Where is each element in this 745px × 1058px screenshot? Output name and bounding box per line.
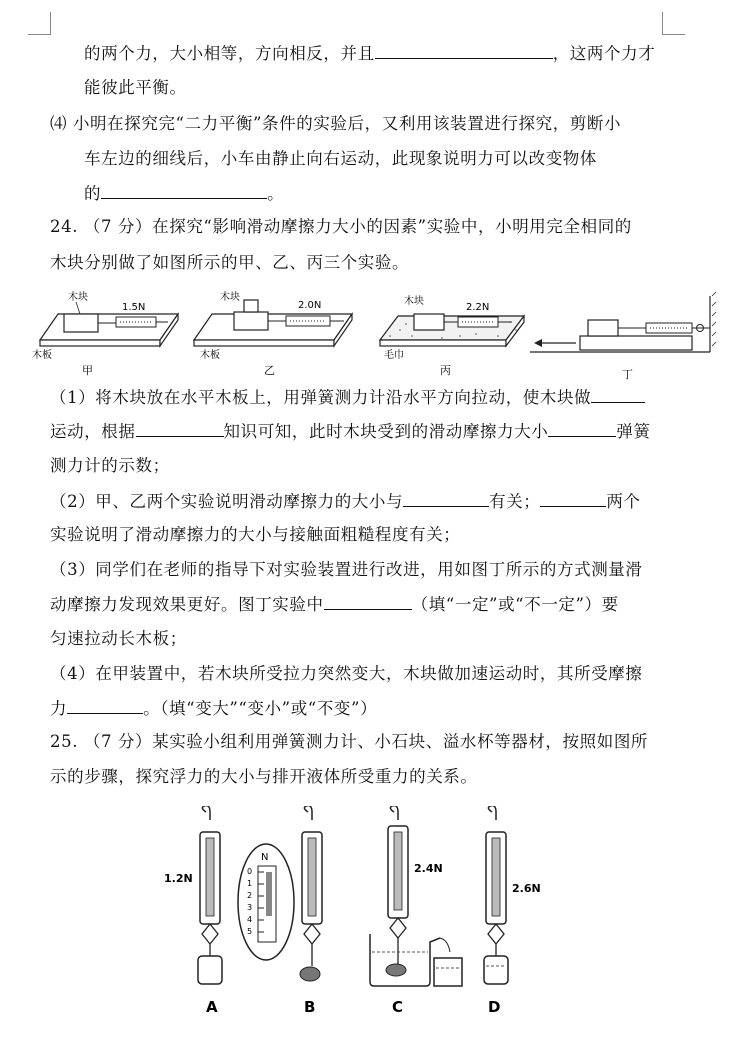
- text: （填“一定”或“不一定”）要: [411, 595, 619, 614]
- surface-label: 毛巾: [384, 350, 404, 361]
- force-reading: 2.6N: [512, 882, 541, 895]
- answer-blank[interactable]: [101, 182, 267, 199]
- figure-bing: [380, 294, 524, 377]
- caption-a: A: [206, 998, 218, 1016]
- force-reading: 2.4N: [414, 862, 443, 875]
- buoyancy-experiment-figure: [158, 806, 558, 1030]
- figure-ding: [530, 292, 716, 381]
- force-reading: 1.5N: [122, 302, 146, 313]
- answer-blank[interactable]: [136, 420, 224, 437]
- q24-part3-line-1: （3）同学们在老师的指导下对实验装置进行改进，用如图丁所示的方式测量滑: [50, 560, 643, 579]
- answer-blank[interactable]: [375, 42, 553, 59]
- caption-ding: 丁: [622, 368, 633, 381]
- friction-experiment-figure: [28, 286, 718, 382]
- block-label: 木块: [220, 292, 240, 303]
- force-reading: 2.2N: [466, 302, 490, 313]
- caption-yi: 乙: [264, 364, 275, 377]
- answer-blank[interactable]: [403, 490, 489, 507]
- q24-part3-line-3: 匀速拉动长木板；: [50, 629, 187, 648]
- text: 有关；: [489, 492, 541, 511]
- figure-a: [164, 806, 222, 1016]
- q23-line-1: [84, 42, 655, 65]
- q24-part3-line-2: [50, 593, 619, 616]
- q24-heading-1: 24. （7 分）在探究“影响滑动摩擦力大小的因素”实验中，小明用完全相同的: [50, 217, 632, 236]
- q23-part4-line-3: [84, 182, 284, 205]
- scale-tick: 5: [247, 927, 253, 936]
- scale-tick: 3: [247, 903, 253, 912]
- caption-bing: 丙: [440, 364, 451, 377]
- q24-part1-line-1: [50, 386, 645, 409]
- crop-mark-right: [662, 12, 685, 35]
- scale-tick: 4: [247, 915, 253, 924]
- q24-part1-line-2: [50, 420, 651, 443]
- text: （2）甲、乙两个实验说明滑动摩擦力的大小与: [50, 492, 404, 511]
- text: 。（填“变大”“变小”或“不变”）: [143, 699, 378, 718]
- text: （1）将木块放在水平木板上，用弹簧测力计沿水平方向拉动，使木块做: [50, 388, 592, 407]
- figure-jia: [32, 290, 178, 377]
- caption-c: C: [392, 998, 404, 1016]
- caption-d: D: [488, 998, 501, 1016]
- q24-part2-line-1: [50, 490, 641, 513]
- answer-blank[interactable]: [67, 697, 143, 714]
- crop-mark-left: [28, 12, 51, 35]
- q25-heading-2: 示的步骤，探究浮力的大小与排开液体所受重力的关系。: [50, 767, 478, 786]
- scale-tick: 2: [247, 891, 253, 900]
- scale-unit: N: [261, 852, 269, 863]
- answer-blank[interactable]: [540, 490, 606, 507]
- text: 力: [50, 699, 68, 718]
- q25-heading-1: 25. （7 分）某实验小组利用弹簧测力计、小石块、溢水杯等器材，按照如图所: [50, 732, 649, 751]
- q23-line-2: 能彼此平衡。: [84, 78, 187, 97]
- caption-b: B: [304, 998, 316, 1016]
- answer-blank[interactable]: [324, 593, 412, 610]
- q24-heading-2: 木块分别做了如图所示的甲、乙、丙三个实验。: [50, 253, 410, 272]
- q24-part1-line-3: 测力计的示数；: [50, 456, 170, 475]
- text: 。: [267, 184, 285, 203]
- block-label: 木块: [404, 296, 424, 307]
- q24-part2-line-2: 实验说明了滑动摩擦力的大小与接触面粗糙程度有关；: [50, 525, 461, 544]
- text: 的: [84, 184, 102, 203]
- text: 知识可知，此时木块受到的滑动摩擦力大小: [223, 422, 549, 441]
- answer-blank[interactable]: [548, 420, 616, 437]
- force-reading: 2.0N: [298, 300, 322, 311]
- board-label: 木板: [32, 350, 52, 361]
- q23-part4-line-2: 车左边的细线后，小车由静止向右运动，此现象说明力可以改变物体: [84, 149, 597, 168]
- scale-tick: 1: [247, 879, 253, 888]
- figure-c: [370, 806, 462, 1016]
- text: 动摩擦力发现效果更好。图丁实验中: [50, 595, 324, 614]
- force-reading: 1.2N: [164, 872, 193, 885]
- q23-part4-line-1: ⑷ 小明在探究完“二力平衡”条件的实验后，又利用该装置进行探究，剪断小: [50, 114, 622, 133]
- figure-b: [238, 806, 322, 1016]
- board-label: 木板: [200, 350, 220, 361]
- figure-d: [484, 806, 541, 1016]
- figure-yi: [194, 290, 352, 377]
- scale-tick: 0: [247, 867, 253, 876]
- q24-part4-line-2: [50, 697, 377, 720]
- caption-jia: 甲: [82, 364, 93, 377]
- text: 两个: [606, 492, 641, 511]
- text: 运动，根据: [50, 422, 136, 441]
- text: 弹簧: [616, 422, 651, 441]
- q24-part4-line-1: （4）在甲装置中，若木块所受拉力突然变大，木块做加速运动时，其所受摩擦: [50, 664, 643, 683]
- text: 的两个力，大小相等，方向相反，并且: [84, 44, 375, 63]
- answer-blank[interactable]: [591, 386, 645, 403]
- text: ，这两个力才: [552, 44, 656, 63]
- block-label: 木块: [68, 292, 88, 303]
